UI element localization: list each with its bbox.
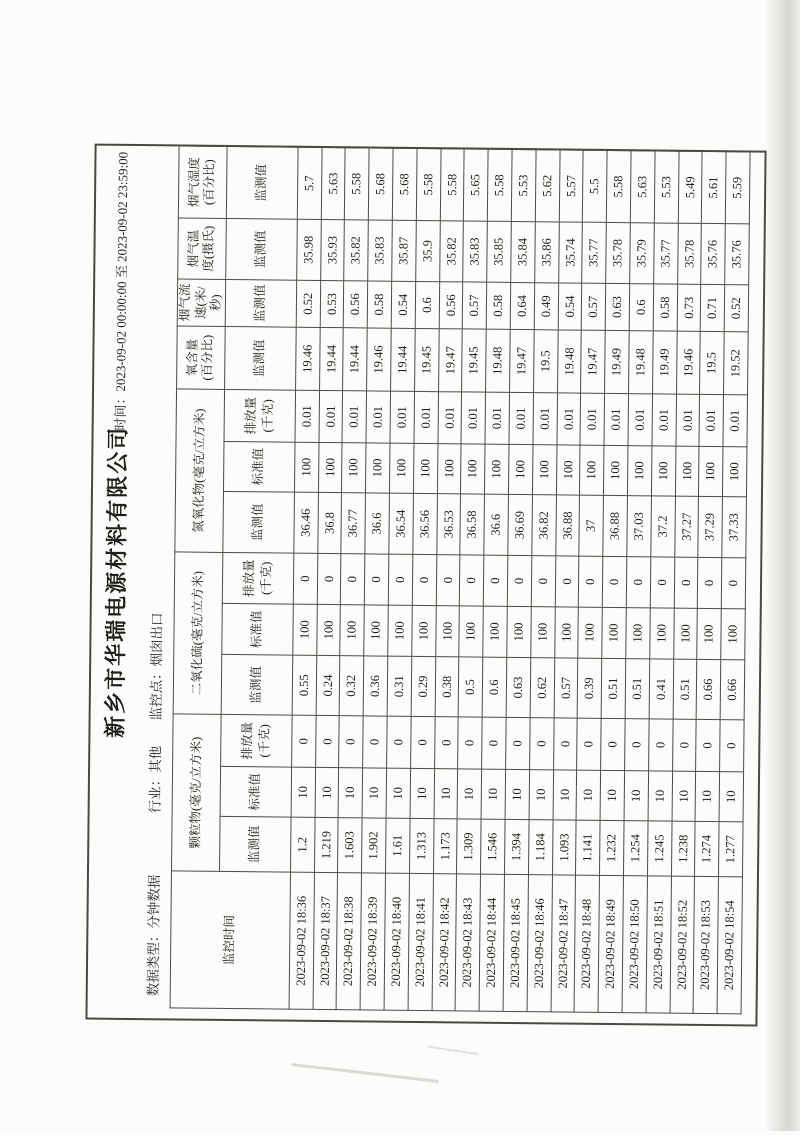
value-cell: 0.32 [340, 656, 364, 716]
value-cell: 10 [410, 768, 434, 818]
value-cell: 100 [293, 604, 317, 655]
value-cell: 0 [577, 718, 601, 770]
value-cell: 0.57 [554, 658, 578, 718]
time-cell: 2023-09-02 18:53 [693, 876, 718, 1013]
value-cell: 0 [484, 555, 508, 606]
value-cell: 0.01 [580, 393, 604, 445]
value-cell: 0 [339, 716, 363, 768]
value-cell: 0.6 [482, 657, 506, 717]
value-cell: 19.45 [414, 328, 438, 391]
col-header-humidity-measured: 监测值 [226, 146, 298, 219]
value-cell: 19.47 [581, 330, 605, 393]
value-cell: 0.53 [320, 280, 344, 327]
value-cell: 0.31 [387, 656, 411, 716]
value-cell: 0 [291, 715, 315, 767]
value-cell: 5.58 [488, 149, 513, 221]
value-cell: 100 [532, 445, 556, 495]
col-group-flow-speed: 烟气流 速(米/秒) [177, 279, 225, 326]
time-cell: 2023-09-02 18:48 [574, 875, 599, 1012]
value-cell: 100 [554, 607, 578, 658]
value-cell: 10 [648, 771, 672, 821]
value-cell: 35.85 [487, 221, 511, 282]
value-cell: 100 [294, 442, 318, 492]
value-cell: 1.219 [314, 817, 338, 872]
value-cell: 10 [339, 768, 363, 818]
value-cell: 0.55 [292, 655, 316, 715]
value-cell: 19.46 [295, 327, 319, 390]
col-header-pm-emission: 排放量 (千克) [220, 714, 292, 767]
value-cell: 35.9 [416, 220, 440, 281]
value-cell: 5.58 [440, 149, 465, 221]
value-cell: 19.48 [486, 329, 510, 392]
value-cell: 10 [291, 767, 315, 817]
value-cell: 100 [483, 606, 507, 657]
value-cell: 0.57 [463, 282, 487, 329]
scan-smudge [291, 1063, 438, 1083]
header-group-row [170, 146, 227, 1009]
value-cell: 1.546 [481, 819, 505, 874]
value-cell: 0 [458, 717, 482, 769]
value-cell: 10 [576, 770, 600, 820]
value-cell: 35.82 [344, 220, 368, 281]
value-cell: 5.7 [297, 147, 322, 219]
value-cell: 1.238 [671, 821, 695, 876]
time-cell: 2023-09-02 18:54 [717, 877, 742, 1014]
value-cell: 0 [529, 718, 553, 770]
value-cell: 1.902 [362, 818, 386, 873]
col-header-oxygen-measured: 监测值 [224, 326, 296, 390]
value-cell: 1.2 [290, 817, 314, 872]
value-cell: 100 [342, 443, 366, 493]
value-cell: 36.88 [555, 495, 579, 556]
value-cell: 0.01 [557, 393, 581, 445]
value-cell: 1.313 [409, 818, 433, 873]
value-cell: 35.77 [582, 222, 606, 283]
value-cell: 36.77 [341, 493, 365, 554]
col-header-nox-measured: 监测值 [223, 491, 295, 553]
time-cell: 2023-09-02 18:37 [313, 872, 338, 1009]
value-cell: 0 [696, 719, 720, 771]
value-cell: 1.184 [528, 820, 552, 875]
value-cell: 100 [364, 605, 388, 656]
value-cell: 100 [723, 447, 747, 497]
value-cell: 0.29 [411, 656, 435, 716]
meta-data-type: 数据类型：分钟数据 [145, 874, 162, 997]
value-cell: 5.58 [416, 148, 441, 220]
col-group-humidity: 烟气湿度 (百分比) [178, 146, 227, 218]
value-cell: 5.61 [702, 151, 727, 223]
value-cell: 100 [412, 605, 436, 656]
value-cell: 0.56 [439, 282, 463, 329]
value-cell: 0 [388, 554, 412, 605]
value-cell: 0.01 [723, 395, 747, 447]
value-cell: 37.03 [627, 496, 651, 557]
value-cell: 19.47 [438, 329, 462, 392]
value-cell: 36.56 [413, 493, 437, 554]
col-header-so2-measured: 监测值 [221, 654, 293, 715]
time-cell: 2023-09-02 18:39 [360, 873, 385, 1010]
value-cell: 19.47 [510, 329, 534, 392]
value-cell: 35.87 [392, 220, 416, 281]
value-cell: 100 [604, 445, 628, 495]
col-header-time: 监控时间 [170, 871, 290, 1009]
col-header-nox-emission: 排放量 (千克) [224, 389, 296, 442]
time-cell: 2023-09-02 18:50 [622, 876, 647, 1013]
value-cell: 0 [507, 555, 531, 606]
value-cell: 5.63 [630, 151, 655, 223]
report-meta [142, 612, 166, 996]
value-cell: 35.77 [654, 223, 678, 284]
value-cell: 0.58 [367, 281, 391, 328]
value-cell: 0.62 [530, 658, 554, 718]
value-cell: 37.29 [698, 496, 722, 557]
time-cell: 2023-09-02 18:38 [337, 873, 362, 1010]
meta-industry: 行业：其他 [147, 745, 164, 814]
value-cell: 0.54 [391, 281, 415, 328]
value-cell: 0 [553, 718, 577, 770]
time-cell: 2023-09-02 18:47 [551, 875, 576, 1012]
col-header-temp-measured: 监测值 [226, 218, 298, 280]
value-cell: 100 [651, 446, 675, 496]
value-cell: 10 [458, 769, 482, 819]
value-cell: 37.2 [651, 496, 675, 557]
value-cell: 0.51 [601, 658, 625, 718]
value-cell: 19.45 [462, 329, 486, 392]
time-range-label: 时间：2023-09-02 00:00:00 至 2023-09-02 23:59:00 [112, 151, 131, 431]
value-cell: 36.53 [436, 494, 460, 555]
value-cell: 0 [531, 556, 555, 607]
value-cell: 100 [413, 443, 437, 493]
table-body [289, 147, 750, 1014]
value-cell: 0.52 [724, 285, 748, 332]
value-cell: 5.58 [607, 150, 632, 222]
value-cell: 0 [315, 715, 339, 767]
value-cell: 100 [556, 445, 580, 495]
time-cell: 2023-09-02 18:41 [408, 873, 433, 1010]
col-header-so2-emission: 排放量 (千克) [222, 552, 294, 604]
value-cell: 0.57 [582, 283, 606, 330]
value-cell: 1.093 [552, 820, 576, 875]
col-header-flow-measured: 监测值 [225, 279, 296, 327]
value-cell: 1.309 [457, 819, 481, 874]
value-cell: 0.01 [699, 394, 723, 446]
value-cell: 1.61 [386, 818, 410, 873]
value-cell: 0 [698, 557, 722, 608]
value-cell: 100 [390, 443, 414, 493]
value-cell: 19.48 [557, 330, 581, 393]
value-cell: 0 [625, 719, 649, 771]
value-cell: 0 [365, 554, 389, 605]
value-cell: 36.6 [484, 494, 508, 555]
value-cell: 100 [531, 607, 555, 658]
value-cell: 35.84 [511, 221, 535, 282]
value-cell: 1.232 [600, 820, 624, 875]
value-cell: 100 [437, 444, 461, 494]
value-cell: 0.39 [578, 658, 602, 718]
value-cell: 5.53 [511, 149, 536, 221]
value-cell: 0 [460, 555, 484, 606]
value-cell: 19.52 [724, 332, 748, 395]
value-cell: 0 [482, 717, 506, 769]
value-cell: 10 [386, 768, 410, 818]
value-cell: 35.83 [368, 220, 392, 281]
value-cell: 100 [388, 605, 412, 656]
value-cell: 0.01 [414, 391, 438, 443]
value-cell: 100 [699, 446, 723, 496]
value-cell: 100 [435, 606, 459, 657]
time-cell: 2023-09-02 18:44 [479, 874, 504, 1011]
value-cell: 0.56 [344, 281, 368, 328]
time-cell: 2023-09-02 18:36 [289, 872, 314, 1009]
value-cell: 0 [410, 716, 434, 768]
col-group-so2: 二氧化硫(毫克/立方米) [173, 552, 223, 715]
value-cell: 0 [721, 558, 745, 609]
value-cell: 100 [461, 444, 485, 494]
value-cell: 19.5 [533, 330, 557, 393]
value-cell: 0.51 [625, 659, 649, 719]
value-cell: 35.82 [439, 221, 463, 282]
value-cell: 10 [672, 771, 696, 821]
value-cell: 10 [624, 771, 648, 821]
value-cell: 100 [316, 604, 340, 655]
value-cell: 100 [459, 606, 483, 657]
value-cell: 10 [600, 770, 624, 820]
meta-monitor-point: 监控点：烟囱出口 [148, 612, 165, 721]
value-cell: 0 [601, 718, 625, 770]
value-cell: 0.63 [605, 283, 629, 330]
value-cell: 100 [627, 446, 651, 496]
value-cell: 100 [485, 444, 509, 494]
col-header-nox-standard: 标准值 [223, 441, 295, 492]
value-cell: 0.01 [319, 390, 343, 442]
value-cell: 0.5 [459, 657, 483, 717]
value-cell: 0.66 [720, 660, 744, 720]
value-cell: 0.58 [486, 282, 510, 329]
value-cell: 10 [505, 769, 529, 819]
value-cell: 36.69 [508, 494, 532, 555]
value-cell: 0.01 [438, 392, 462, 444]
value-cell: 1.603 [338, 818, 362, 873]
value-cell: 19.5 [700, 331, 724, 394]
value-cell: 36.8 [318, 492, 342, 553]
document-frame [85, 144, 766, 1027]
value-cell: 5.5 [583, 150, 608, 222]
value-cell: 10 [695, 771, 719, 821]
value-cell: 5.58 [345, 148, 370, 220]
time-cell: 2023-09-02 18:45 [503, 874, 528, 1011]
value-cell: 5.53 [654, 151, 679, 223]
value-cell: 19.48 [629, 331, 653, 394]
value-cell: 0.64 [510, 282, 534, 329]
value-cell: 36.58 [460, 494, 484, 555]
value-cell: 1.394 [505, 819, 529, 874]
value-cell: 1.141 [576, 820, 600, 875]
value-cell: 0.58 [653, 284, 677, 331]
value-cell: 10 [481, 769, 505, 819]
value-cell: 0 [506, 717, 530, 769]
value-cell: 37 [579, 495, 603, 556]
value-cell: 0 [674, 557, 698, 608]
value-cell: 0.6 [415, 281, 439, 328]
col-header-pm-standard: 标准值 [220, 766, 292, 817]
value-cell: 5.65 [464, 149, 489, 221]
value-cell: 0.01 [461, 392, 485, 444]
value-cell: 0 [603, 556, 627, 607]
value-cell: 1.277 [719, 822, 743, 877]
value-cell: 0 [555, 556, 579, 607]
time-cell: 2023-09-02 18:51 [646, 876, 671, 1013]
value-cell: 35.74 [558, 222, 582, 283]
col-group-temperature: 烟气温 度(摄氏) [178, 218, 227, 279]
time-cell: 2023-09-02 18:49 [598, 875, 623, 1012]
value-cell: 36.46 [294, 492, 318, 553]
value-cell: 0 [293, 553, 317, 604]
value-cell: 0.73 [677, 284, 701, 331]
col-group-particulates: 颗粒物(毫克/立方米) [172, 714, 222, 872]
value-cell: 0 [626, 557, 650, 608]
value-cell: 0.01 [604, 393, 628, 445]
time-cell: 2023-09-02 18:42 [432, 874, 457, 1011]
value-cell: 100 [675, 446, 699, 496]
value-cell: 0.36 [363, 656, 387, 716]
value-cell: 0 [387, 716, 411, 768]
value-cell: 0.54 [558, 283, 582, 330]
value-cell: 100 [697, 608, 721, 659]
col-header-pm-measured: 监测值 [219, 816, 291, 872]
value-cell: 19.46 [676, 331, 700, 394]
value-cell: 1.173 [433, 819, 457, 874]
value-cell: 0 [579, 556, 603, 607]
value-cell: 0.49 [534, 283, 558, 330]
value-cell: 100 [509, 444, 533, 494]
value-cell: 19.46 [367, 328, 391, 391]
value-cell: 0 [363, 716, 387, 768]
value-cell: 1.254 [624, 821, 648, 876]
value-cell: 0 [650, 557, 674, 608]
value-cell: 100 [578, 607, 602, 658]
value-cell: 35.79 [630, 223, 654, 284]
value-cell: 0.52 [296, 280, 320, 327]
value-cell: 19.49 [652, 331, 676, 394]
value-cell: 0.6 [629, 284, 653, 331]
time-cell: 2023-09-02 18:46 [527, 875, 552, 1012]
value-cell: 10 [529, 770, 553, 820]
value-cell: 0.63 [506, 657, 530, 717]
value-cell: 19.49 [605, 330, 629, 393]
value-cell: 0.01 [485, 392, 509, 444]
value-cell: 0.01 [295, 390, 319, 442]
value-cell: 5.68 [392, 148, 417, 220]
value-cell: 37.27 [674, 496, 698, 557]
value-cell: 0.01 [652, 394, 676, 446]
value-cell: 10 [719, 772, 743, 822]
value-cell: 100 [650, 608, 674, 659]
value-cell: 0.01 [366, 391, 390, 443]
value-cell: 0 [672, 719, 696, 771]
emissions-table [170, 145, 751, 1014]
value-cell: 0.01 [509, 392, 533, 444]
value-cell: 5.59 [726, 152, 751, 224]
value-cell: 100 [602, 607, 626, 658]
value-cell: 0 [317, 553, 341, 604]
value-cell: 10 [315, 767, 339, 817]
time-cell: 2023-09-02 18:52 [670, 876, 695, 1013]
value-cell: 100 [721, 609, 745, 660]
value-cell: 10 [434, 769, 458, 819]
value-cell: 0.01 [628, 394, 652, 446]
value-cell: 100 [366, 443, 390, 493]
value-cell: 100 [626, 608, 650, 659]
value-cell: 0 [648, 719, 672, 771]
value-cell: 0 [434, 717, 458, 769]
value-cell: 36.54 [389, 493, 413, 554]
scan-smudge [427, 1045, 479, 1055]
value-cell: 100 [340, 605, 364, 656]
value-cell: 0 [436, 555, 460, 606]
value-cell: 37.33 [722, 497, 746, 558]
value-cell: 0.01 [342, 391, 366, 443]
value-cell: 0 [412, 554, 436, 605]
value-cell: 35.86 [535, 222, 559, 283]
value-cell: 0 [720, 720, 744, 772]
value-cell: 0.66 [697, 659, 721, 719]
value-cell: 0.71 [701, 284, 725, 331]
col-group-nox: 氮氧化物(毫克/立方米) [175, 389, 225, 553]
value-cell: 35.83 [463, 221, 487, 282]
time-cell: 2023-09-02 18:40 [384, 873, 409, 1010]
page-title: 新乡市华瑞电源材料有限公司 [102, 425, 131, 738]
value-cell: 10 [362, 768, 386, 818]
value-cell: 0.38 [435, 657, 459, 717]
value-cell: 100 [318, 442, 342, 492]
value-cell: 36.88 [603, 495, 627, 556]
value-cell: 35.76 [725, 224, 749, 285]
value-cell: 35.76 [701, 223, 725, 284]
value-cell: 35.78 [677, 223, 701, 284]
value-cell: 1.274 [695, 821, 719, 876]
value-cell: 19.44 [319, 327, 343, 390]
value-cell: 35.93 [320, 219, 344, 280]
value-cell: 100 [673, 608, 697, 659]
value-cell: 35.78 [606, 222, 630, 283]
value-cell: 5.49 [678, 151, 703, 223]
value-cell: 0.24 [316, 655, 340, 715]
value-cell: 36.6 [365, 493, 389, 554]
value-cell: 5.68 [369, 148, 394, 220]
col-group-oxygen: 氧含量 (百分比) [177, 326, 226, 389]
value-cell: 0.41 [649, 659, 673, 719]
value-cell: 1.245 [647, 821, 671, 876]
value-cell: 100 [507, 606, 531, 657]
time-cell: 2023-09-02 18:43 [456, 874, 481, 1011]
value-cell: 0.51 [673, 659, 697, 719]
value-cell: 0.01 [533, 393, 557, 445]
value-cell: 5.57 [559, 150, 584, 222]
value-cell: 5.63 [321, 147, 346, 219]
value-cell: 35.98 [297, 219, 321, 280]
value-cell: 36.82 [532, 495, 556, 556]
value-cell: 19.44 [343, 328, 367, 391]
value-cell: 10 [553, 770, 577, 820]
value-cell: 5.62 [535, 150, 560, 222]
col-header-so2-standard: 标准值 [222, 603, 294, 655]
value-cell: 19.44 [391, 328, 415, 391]
value-cell: 0.01 [676, 394, 700, 446]
value-cell: 100 [580, 445, 604, 495]
value-cell: 0 [341, 554, 365, 605]
value-cell: 0.01 [390, 391, 414, 443]
